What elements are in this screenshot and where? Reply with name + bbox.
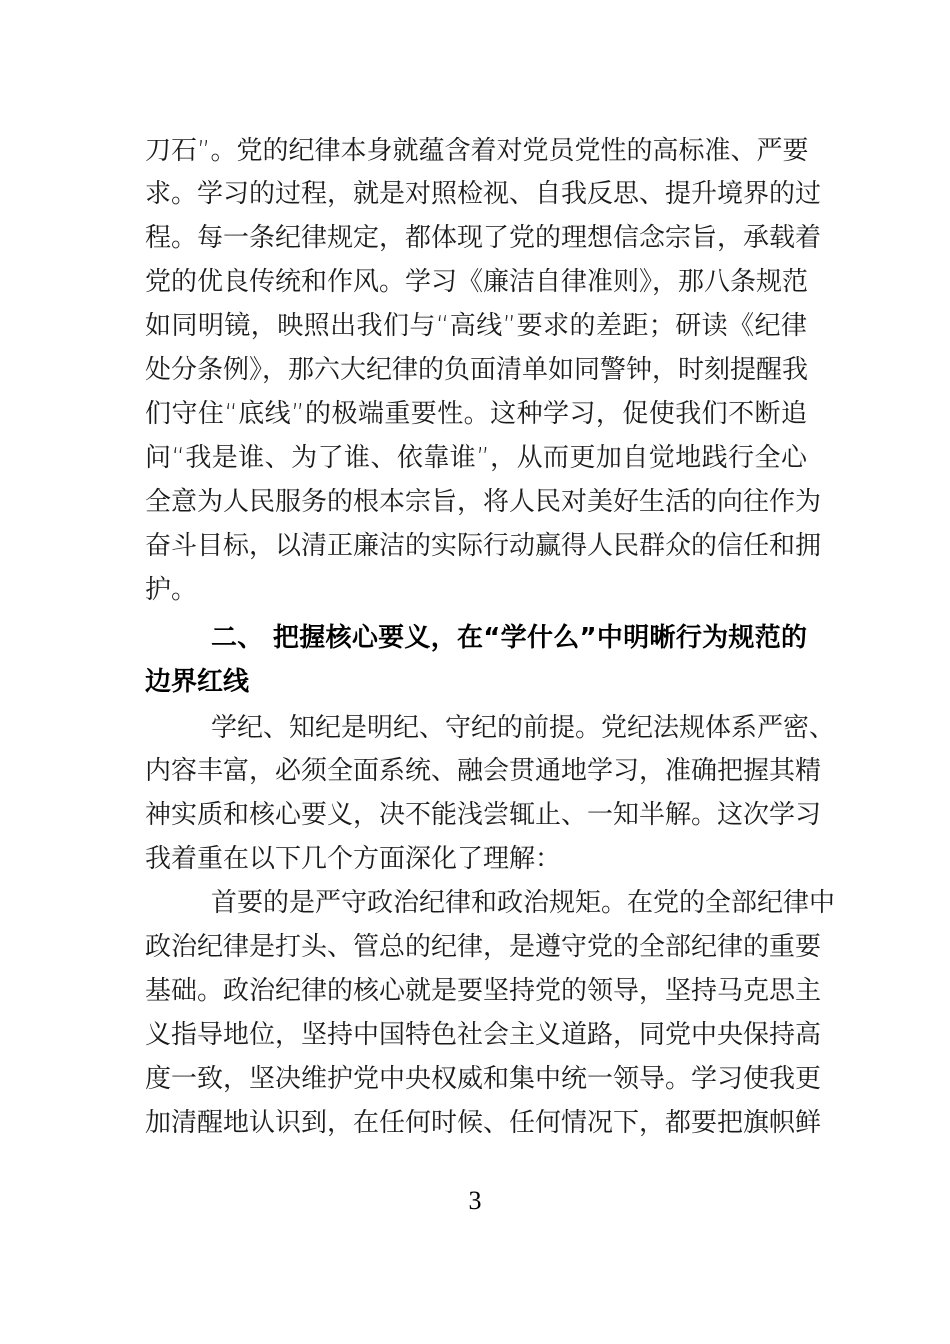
- body-line: 内容丰富，必须全面系统、融会贯通地学习，准确把握其精: [145, 756, 822, 786]
- section-heading: 边界红线: [145, 667, 250, 697]
- body-line: 护。: [145, 575, 198, 605]
- body-line: 全意为人民服务的根本宗旨，将人民对美好生活的向往作为: [145, 487, 822, 517]
- body-line: 首要的是严守政治纪律和政治规矩。在党的全部纪律中: [211, 888, 836, 918]
- section-heading: 二、 把握核心要义，在“学什么”中明晰行为规范的: [211, 623, 807, 653]
- body-line: 如同明镜，映照出我们与“高线”要求的差距；研读《纪律: [145, 311, 807, 341]
- body-line: 问“我是谁、为了谁、依靠谁”，从而更加自觉地践行全心: [145, 443, 807, 473]
- body-line: 度一致，坚决维护党中央权威和集中统一领导。学习使我更: [145, 1064, 822, 1094]
- body-line: 求。学习的过程，就是对照检视、自我反思、提升境界的过: [145, 179, 822, 209]
- body-line: 基础。政治纪律的核心就是要坚持党的领导，坚持马克思主: [145, 976, 822, 1006]
- body-line: 党的优良传统和作风。学习《廉洁自律准则》，那八条规范: [145, 267, 809, 297]
- body-line: 程。每一条纪律规定，都体现了党的理想信念宗旨，承载着: [145, 223, 822, 253]
- body-line: 刀石”。党的纪律本身就蕴含着对党员党性的高标准、严要: [145, 136, 809, 166]
- body-line: 奋斗目标，以清正廉洁的实际行动赢得人民群众的信任和拥: [145, 531, 822, 561]
- body-line: 处分条例》，那六大纪律的负面清单如同警钟，时刻提醒我: [145, 355, 809, 385]
- body-line: 加清醒地认识到，在任何时候、任何情况下，都要把旗帜鲜: [145, 1108, 822, 1138]
- body-line: 我着重在以下几个方面深化了理解：: [145, 844, 562, 874]
- body-line: 们守住“底线”的极端重要性。这种学习，促使我们不断追: [145, 399, 807, 429]
- page-number: 3: [468, 1186, 482, 1215]
- body-line: 学纪、知纪是明纪、守纪的前提。党纪法规体系严密、: [211, 713, 836, 743]
- body-line: 政治纪律是打头、管总的纪律，是遵守党的全部纪律的重要: [145, 932, 822, 962]
- body-line: 神实质和核心要义，决不能浅尝辄止、一知半解。这次学习: [145, 800, 822, 830]
- body-line: 义指导地位，坚持中国特色社会主义道路，同党中央保持高: [145, 1020, 822, 1050]
